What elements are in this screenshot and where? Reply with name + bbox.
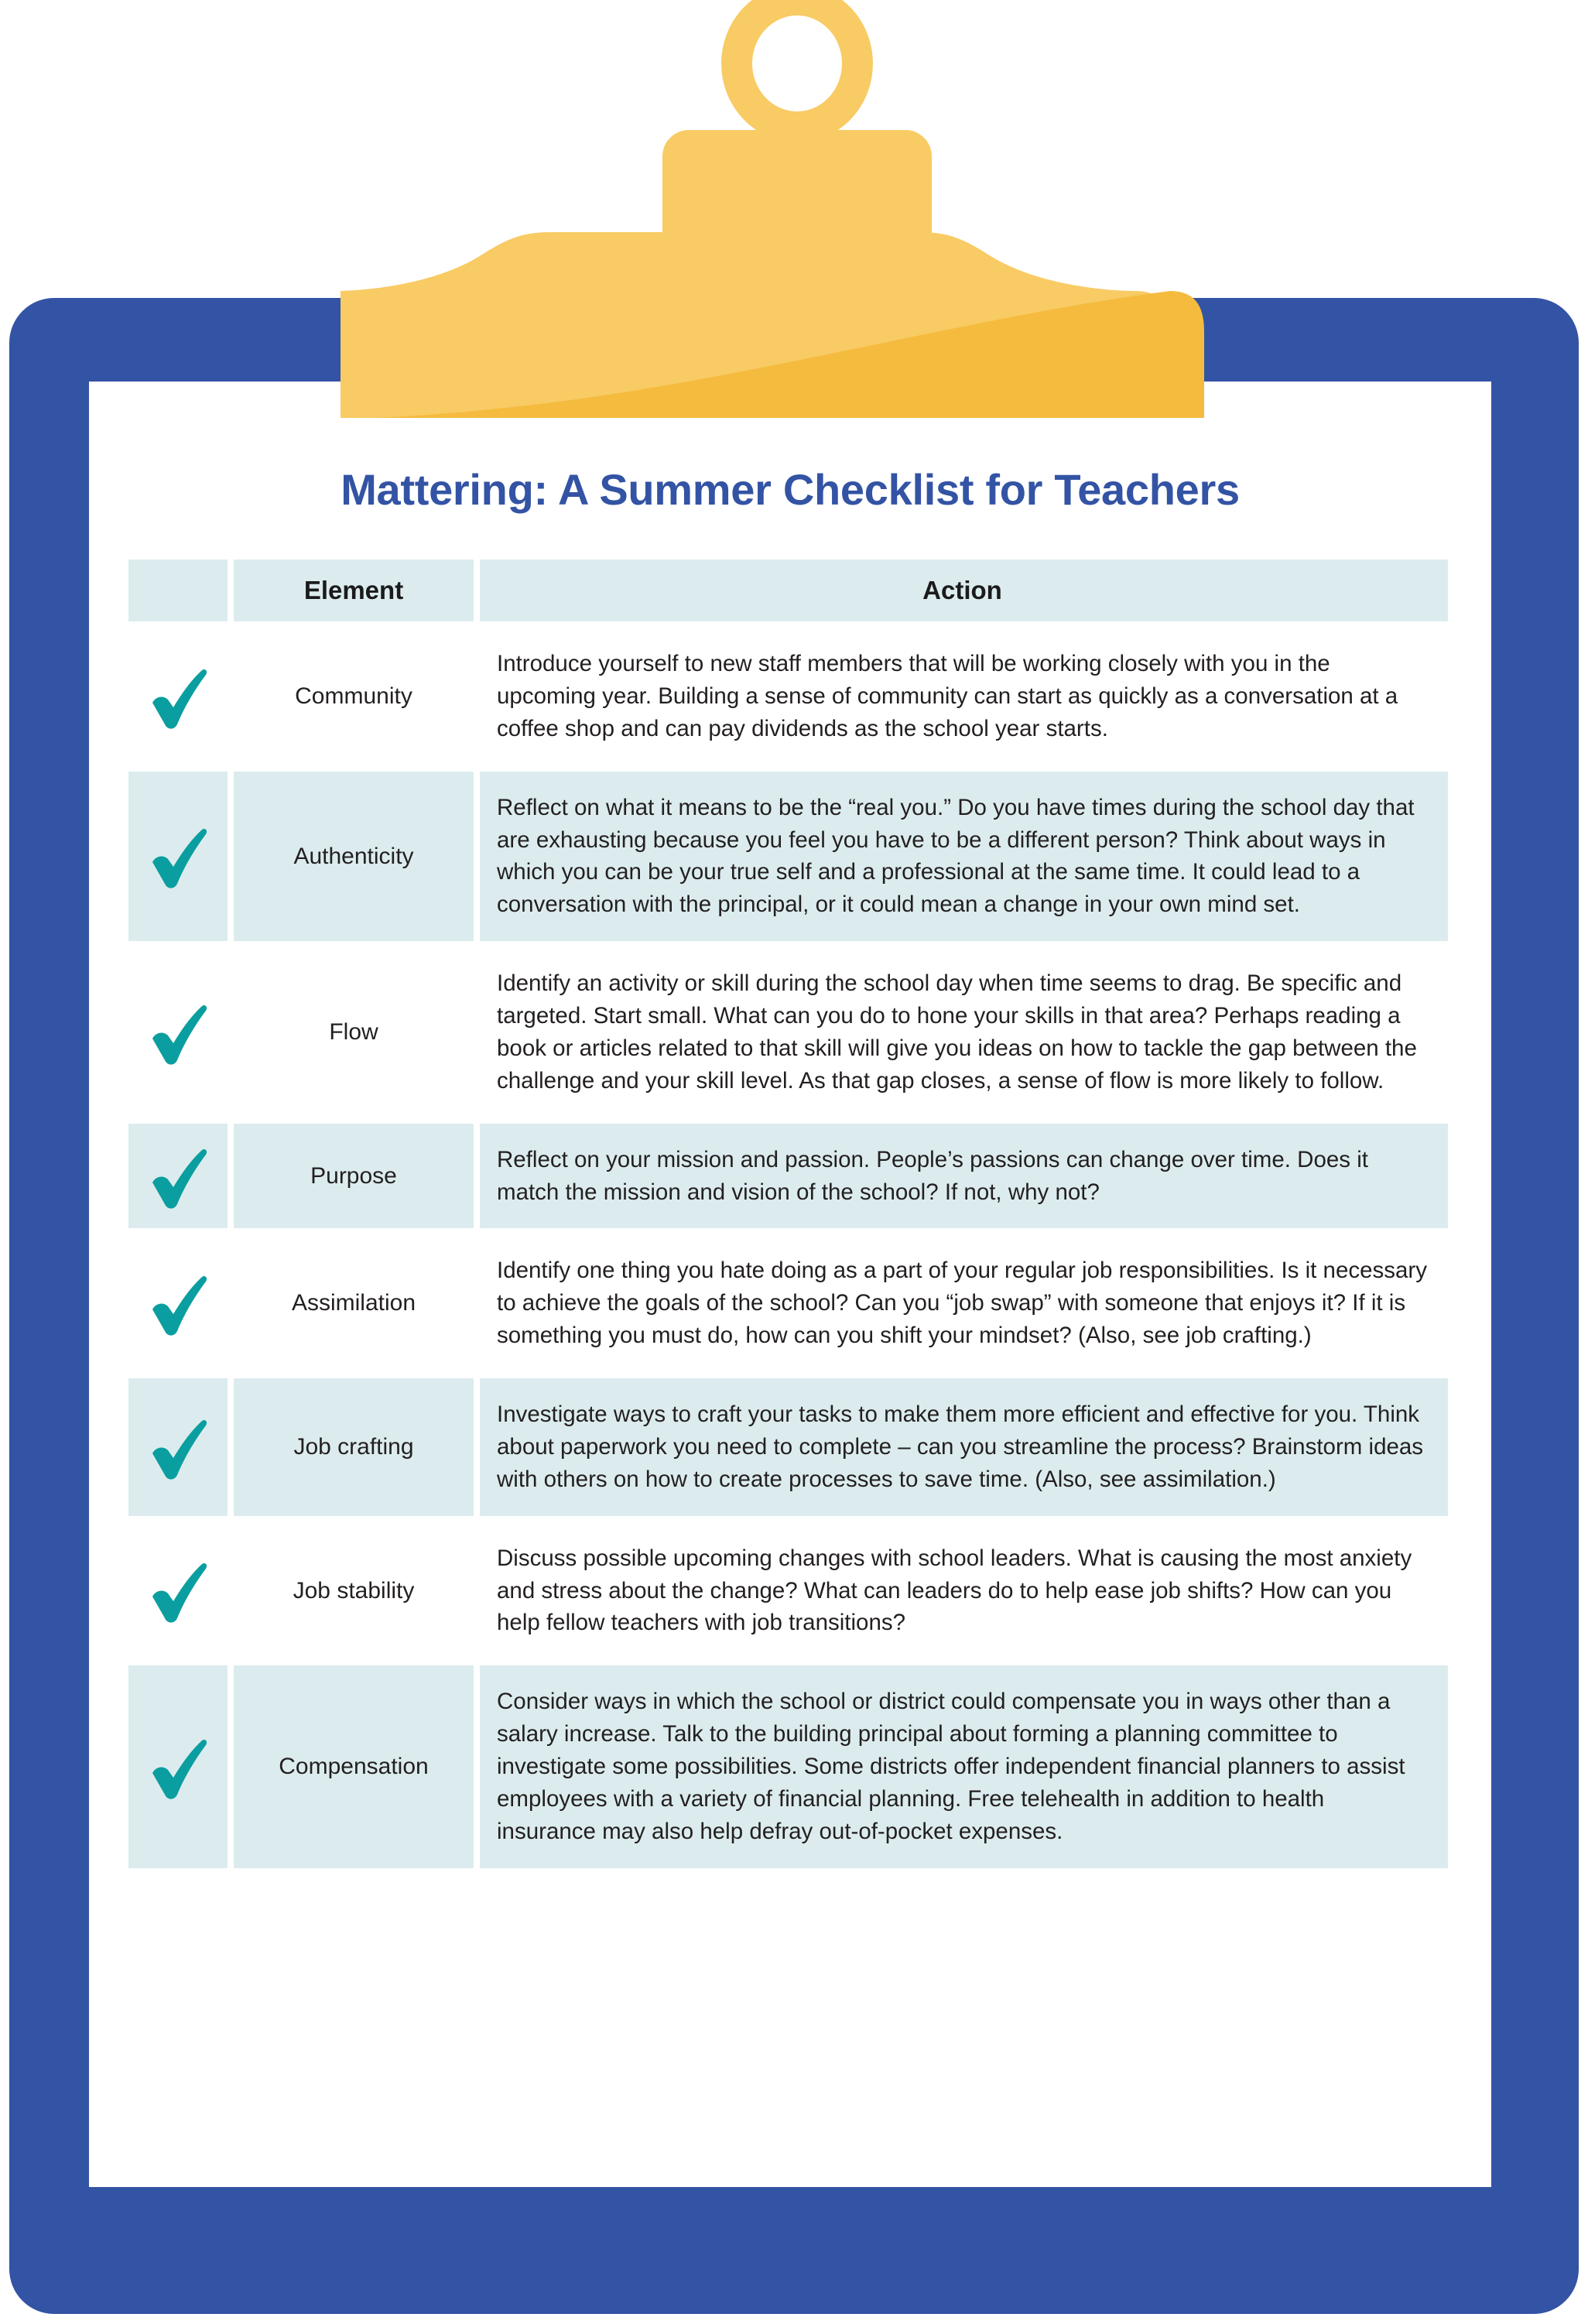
action-text: Reflect on what it means to be the “real you.” Do you have times during the school day that are exhausting because you feel you have to be a different person? Think about ways in which you can be your true self and a professional at the same time. It could lead to a conversation with the principal, or it could mean a change in your own mind set. bbox=[497, 794, 1415, 918]
row-action-cell bbox=[480, 772, 1448, 942]
clip-neck bbox=[662, 130, 932, 249]
action-text: Identify an activity or skill during the school day when time seems to drag. Be specific and targeted. Start small. What can you do to hone your skills in that area? Perhaps reading a book or articles related to that skill will give you ideas on how to tackle the gap between the challenge and your skill level. As that gap closes, a sense of flow is more likely to follow. bbox=[497, 970, 1417, 1094]
element-label: Job crafting bbox=[293, 1434, 414, 1460]
row-element-cell bbox=[234, 1234, 474, 1372]
element-label: Flow bbox=[329, 1019, 378, 1046]
row-action-cell bbox=[480, 1234, 1448, 1372]
row-action-cell bbox=[480, 1378, 1448, 1516]
table-row bbox=[128, 772, 1448, 942]
row-check-cell[interactable] bbox=[128, 947, 228, 1118]
element-label: Job stability bbox=[293, 1577, 415, 1604]
clip-ring-icon bbox=[737, 0, 857, 127]
header-label-action: Action bbox=[922, 576, 1002, 604]
table-row bbox=[128, 1124, 1448, 1229]
element-label: Compensation bbox=[279, 1754, 429, 1780]
header-cell-element bbox=[234, 560, 474, 621]
row-element-cell bbox=[234, 1665, 474, 1867]
checkmark-icon bbox=[148, 1555, 208, 1626]
element-label: Purpose bbox=[310, 1162, 397, 1189]
row-element-cell bbox=[234, 1378, 474, 1516]
element-label: Community bbox=[295, 683, 412, 710]
header-label-element: Element bbox=[303, 576, 404, 604]
row-action-cell bbox=[480, 628, 1448, 765]
checklist-table bbox=[128, 560, 1448, 1868]
checkmark-icon bbox=[148, 997, 208, 1068]
action-text: Identify one thing you hate doing as a part of your regular job responsibilities. Is it necessary to achieve the goals of the school? Can you “job swap” with someone that enjoys it? If it is something you must do, how can you shift your mindset? (Also, see job crafting.) bbox=[497, 1258, 1427, 1349]
table-row bbox=[128, 1522, 1448, 1660]
element-label: Authenticity bbox=[293, 843, 414, 869]
row-check-cell[interactable] bbox=[128, 1124, 228, 1229]
row-check-cell[interactable] bbox=[128, 628, 228, 765]
action-text: Consider ways in which the school or district could compensate you in ways other than a salary increase. Talk to the building principal about forming a planning committee to investigate some possibilities. Some districts offer independent financial planners to assist employees with a variety of financial planning. Free telehealth in addition to health insurance may also help defray out-of-pocket expenses. bbox=[497, 1689, 1405, 1844]
header-cell-action bbox=[480, 560, 1448, 621]
table-row bbox=[128, 1378, 1448, 1516]
table-row bbox=[128, 628, 1448, 765]
row-element-cell bbox=[234, 1522, 474, 1660]
row-check-cell[interactable] bbox=[128, 1378, 228, 1516]
table-header-row bbox=[128, 560, 1448, 621]
action-text: Reflect on your mission and passion. People’s passions can change over time. Does it match the mission and vision of the school? If not, why not? bbox=[497, 1146, 1368, 1205]
row-action-cell bbox=[480, 1124, 1448, 1229]
checkmark-icon bbox=[148, 1731, 208, 1802]
action-text: Investigate ways to craft your tasks to make them more efficient and effective for you. Think about paperwork you need to complete – can you streamline the process? Brainstorm ideas with others on how to create processes to save time. (Also, see assimilation.) bbox=[497, 1402, 1424, 1492]
page-title: Mattering: A Summer Checklist for Teachers bbox=[341, 465, 1240, 514]
table-row bbox=[128, 1234, 1448, 1372]
row-check-cell[interactable] bbox=[128, 1234, 228, 1372]
row-check-cell[interactable] bbox=[128, 1522, 228, 1660]
row-action-cell bbox=[480, 1522, 1448, 1660]
header-cell-check bbox=[128, 560, 228, 621]
table-row bbox=[128, 1665, 1448, 1867]
row-element-cell bbox=[234, 1124, 474, 1229]
checkmark-icon bbox=[148, 1412, 208, 1483]
row-check-cell[interactable] bbox=[128, 772, 228, 942]
row-element-cell bbox=[234, 947, 474, 1118]
checkmark-icon bbox=[148, 820, 208, 892]
action-text: Discuss possible upcoming changes with school leaders. What is causing the most anxiety and stress about the change? What can leaders do to help ease job shifts? How can you help fellow teachers with job transitions? bbox=[497, 1545, 1412, 1636]
checkmark-icon bbox=[148, 661, 208, 732]
checkmark-icon bbox=[148, 1141, 208, 1212]
table-row bbox=[128, 947, 1448, 1118]
checkmark-icon bbox=[148, 1268, 208, 1339]
element-label: Assimilation bbox=[291, 1290, 416, 1316]
row-action-cell bbox=[480, 1665, 1448, 1867]
row-element-cell bbox=[234, 772, 474, 942]
row-action-cell bbox=[480, 947, 1448, 1118]
action-text: Introduce yourself to new staff members that will be working closely with you in the upcoming year. Building a sense of community can start as quickly as a conversation at a coffee shop and can pay dividends as the school year starts. bbox=[497, 651, 1398, 741]
clipboard-clip bbox=[341, 0, 1254, 418]
row-element-cell bbox=[234, 628, 474, 765]
row-check-cell[interactable] bbox=[128, 1665, 228, 1867]
